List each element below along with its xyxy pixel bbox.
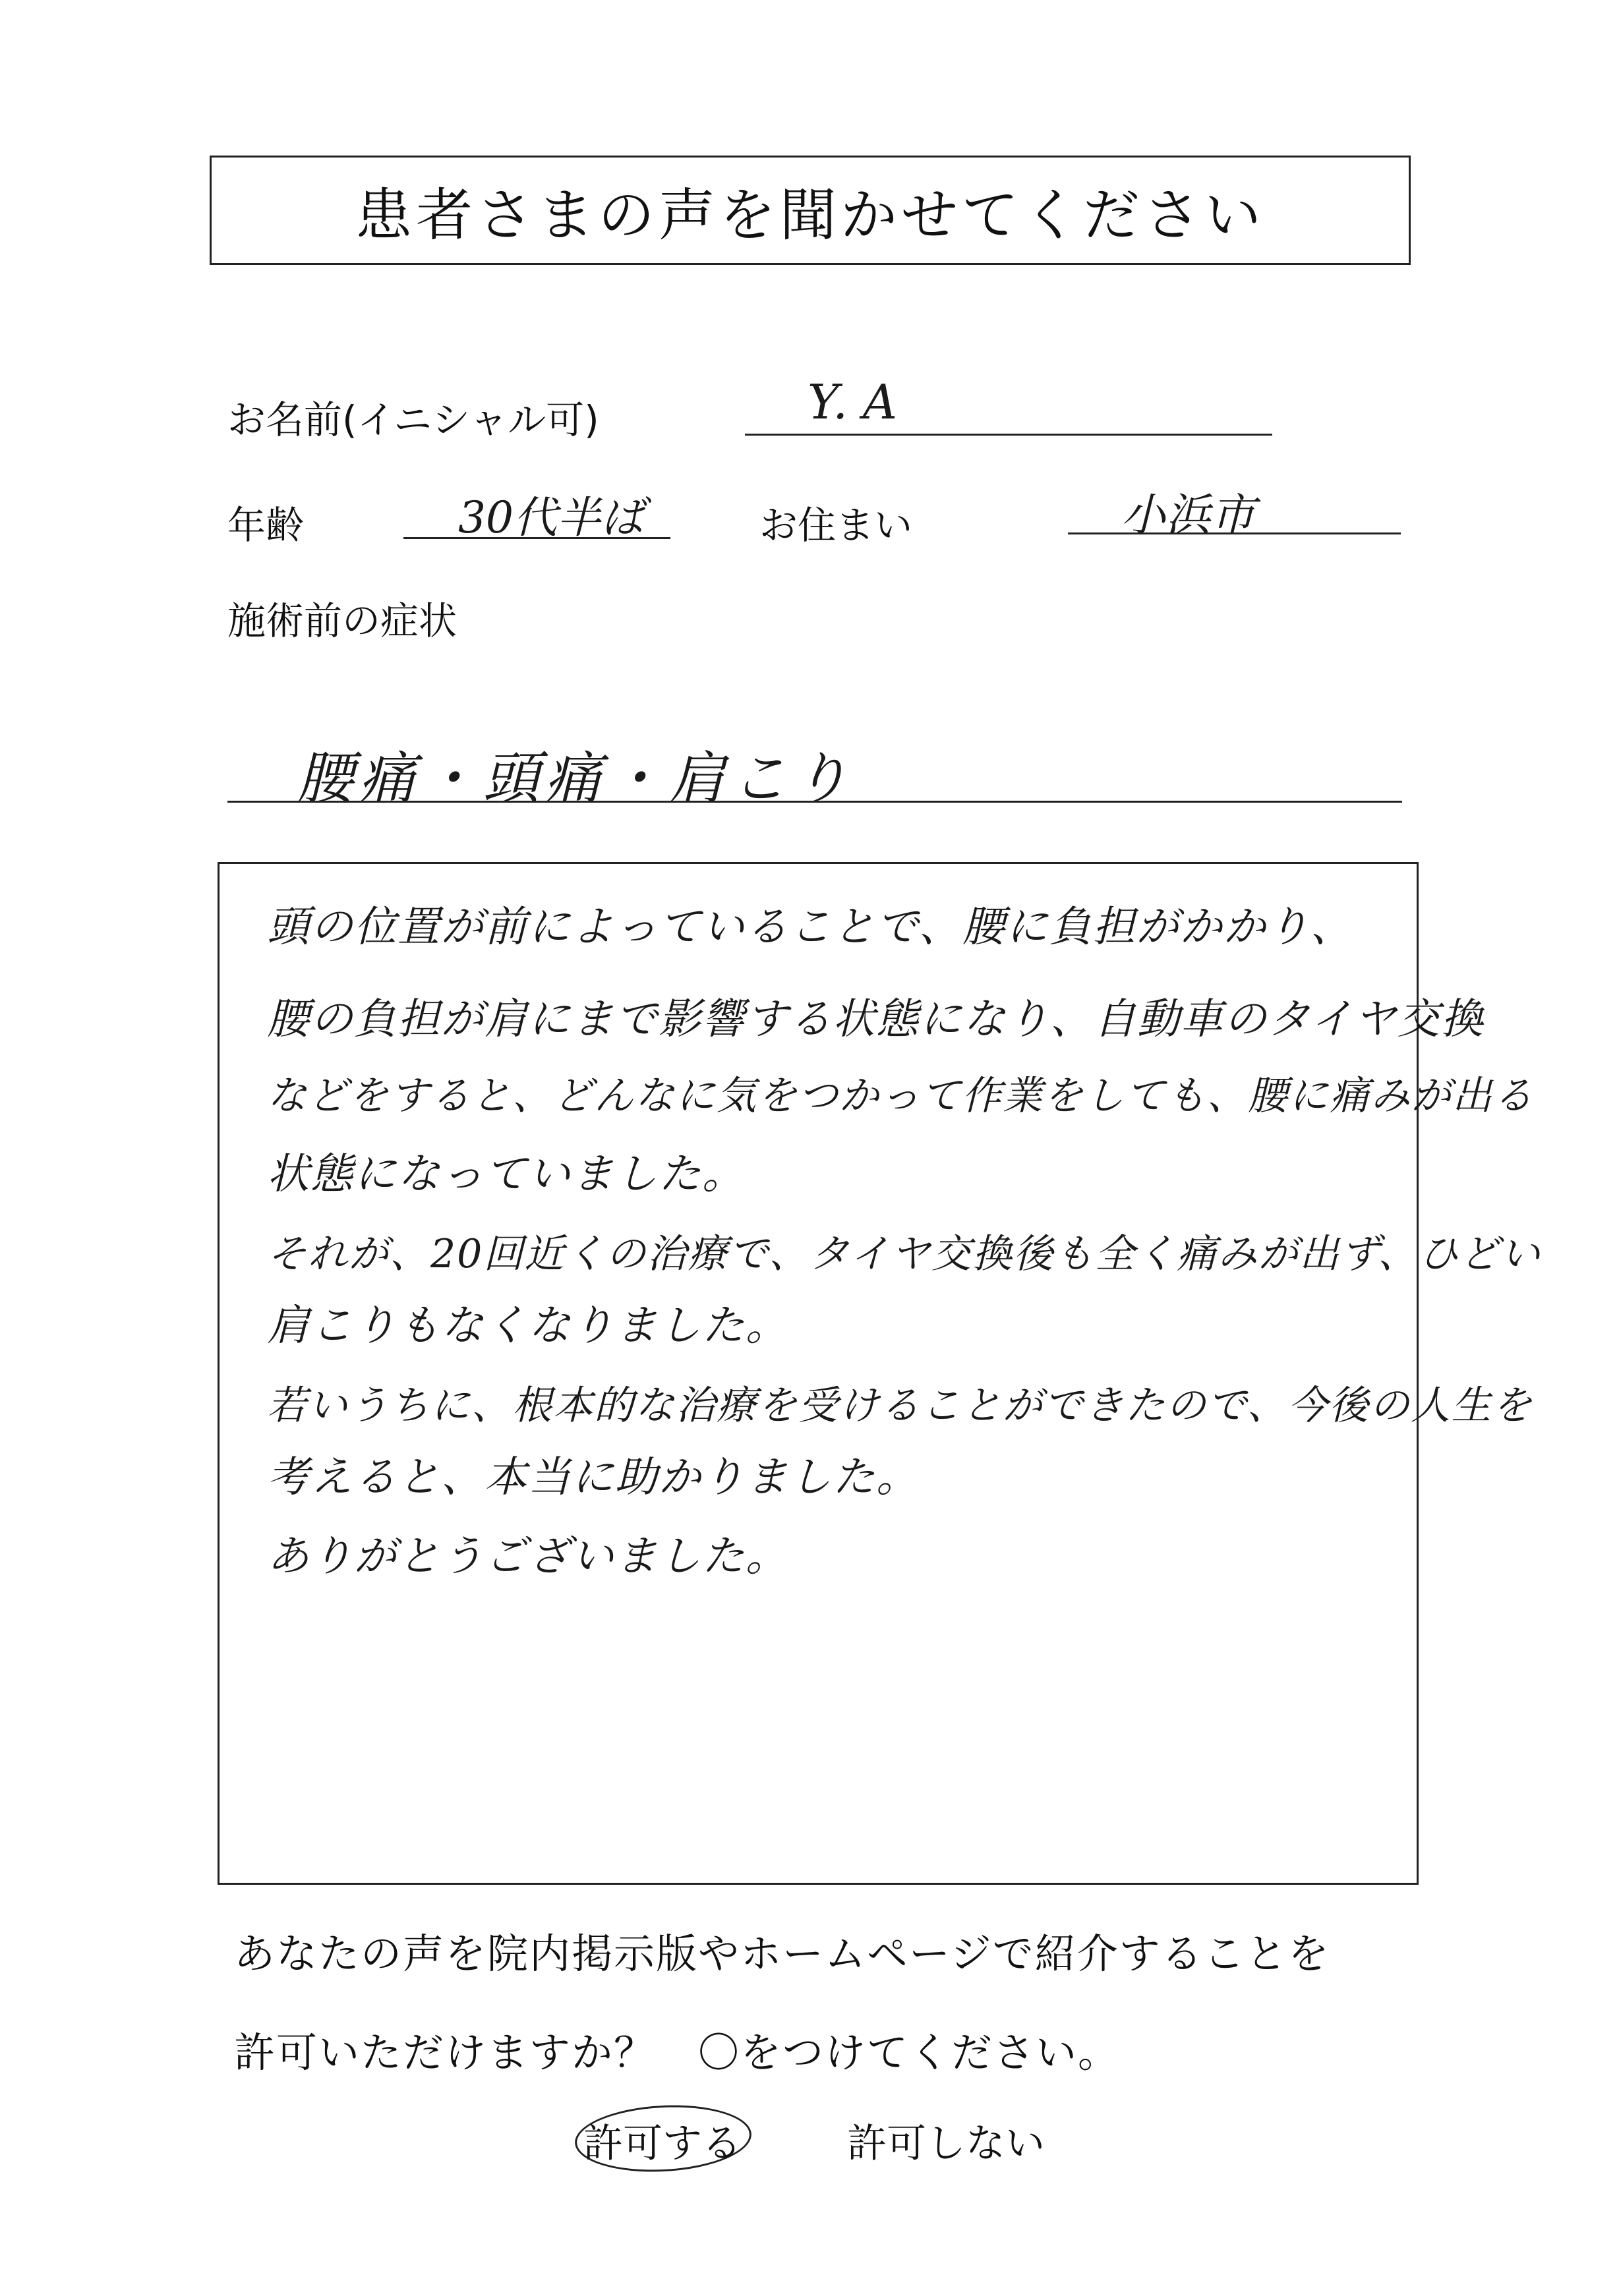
age-value: 30代半ば (458, 492, 644, 543)
residence-underline (1068, 532, 1401, 534)
comment-line-5: それが、20回近くの治療で、タイヤ交換後も全く痛みが出ず、ひどい (267, 1231, 1542, 1277)
deny-option[interactable]: 許可しない (847, 2121, 1045, 2167)
name-value: Y. A (808, 374, 898, 430)
age-underline (403, 537, 670, 539)
permission-question-line-2: 許可いただけますか？ 〇をつけてください。 (234, 2028, 1121, 2077)
form-title: 患者さまの声を聞かせてください (355, 183, 1265, 248)
comment-line-1: 頭の位置が前によっていることで、腰に負担がかかり、 (267, 903, 1354, 952)
age-label: 年齢 (227, 503, 305, 548)
symptoms-value: 腰痛・頭痛・肩こり (297, 746, 854, 812)
name-label: お名前(イニシャル可) (227, 397, 599, 442)
comment-line-7: 若いうちに、根本的な治療を受けることができたので、今後の人生を (267, 1383, 1533, 1429)
comment-line-3: などをすると、どんなに気をつかって作業をしても、腰に痛みが出る (267, 1073, 1534, 1119)
permission-question-line-1: あなたの声を院内掲示版やホームページで紹介することを (234, 1930, 1330, 1978)
comment-line-2: 腰の負担が肩にまで影響する状態になり、自動車のタイヤ交換 (267, 995, 1485, 1044)
form-title-box (210, 156, 1411, 265)
name-underline (745, 434, 1272, 436)
comment-line-6: 肩こりもなくなりました。 (267, 1302, 789, 1350)
symptoms-label: 施術前の症状 (227, 598, 457, 643)
comment-line-8: 考えると、本当に助かりました。 (267, 1453, 920, 1502)
comment-line-9: ありがとうございました。 (267, 1532, 789, 1581)
symptoms-underline (227, 801, 1402, 803)
allow-option[interactable]: 許可する (583, 2121, 742, 2167)
residence-value: 小浜市 (1121, 490, 1256, 542)
comment-line-4: 状態になっていました。 (267, 1150, 746, 1199)
residence-label: お住まい (759, 503, 913, 548)
